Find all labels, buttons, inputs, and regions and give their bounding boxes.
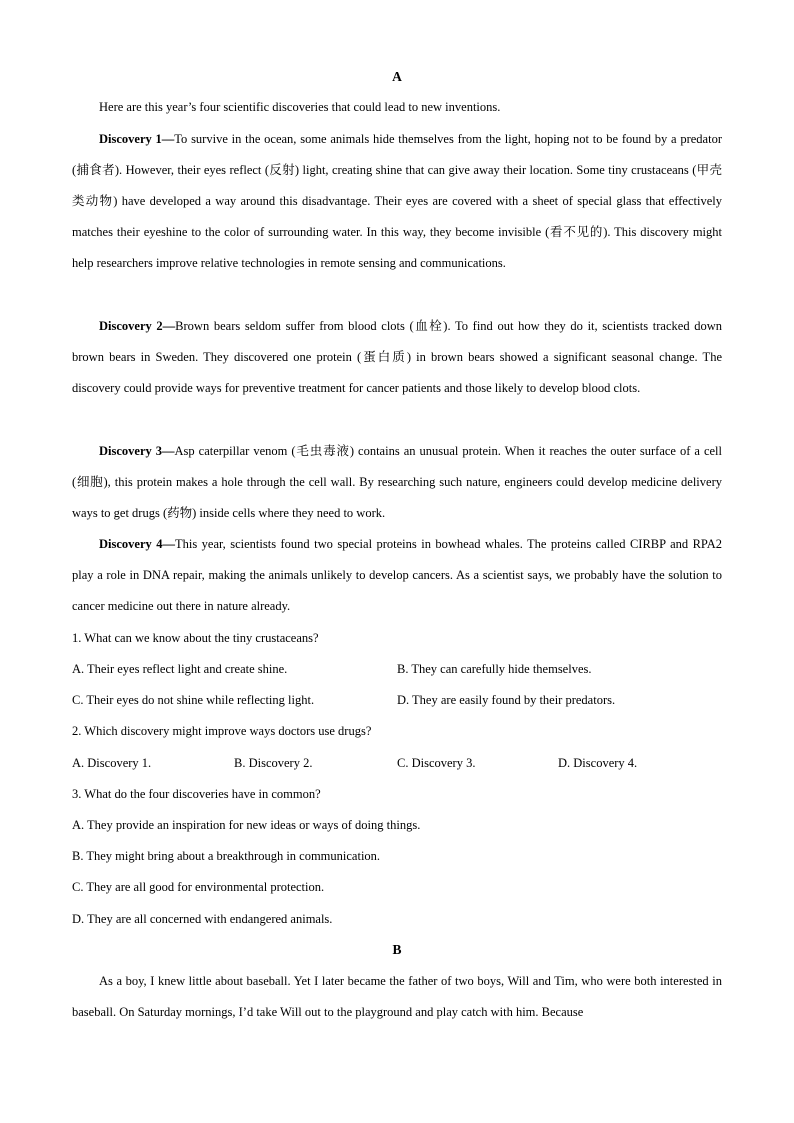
question-2-option-a: A. Discovery 1. [72,756,152,770]
question-1-option-b: B. They can carefully hide themselves. [397,662,592,676]
question-2-option-b: B. Discovery 2. [234,756,313,770]
discovery-2-text: Brown bears seldom suffer from blood clots (血栓). To find out how they do it, scientists tracked down brown bears in Sweden. They discovered one protein (蛋白质) in brown bears showed a significant seasonal change. The discovery could provide ways for preventive treatment for cancer patients and those likely to develop blood clots. [72,319,722,396]
section-b-heading: B [392,942,402,957]
discovery-3-label: Discovery 3 [99,444,163,458]
discovery-1-text: To survive in the ocean, some animals hide themselves from the light, hoping not to be found by a predator (捕食者). However, their eyes reflect (反射) light, creating shine that can give away their location. Some tiny crustaceans (甲壳类动物) have developed a way around this disadvantage. Their eyes are covered with a sheet of special glass that effectively matches their eyeshine to the color of surrounding water. In this way, they become invisible (看不见的). This discovery might help researchers improve relative technologies in remote sensing and communications. [72,132,722,271]
discovery-4-dash: — [162,537,175,551]
section-a-heading: A [392,69,402,84]
question-1-option-a: A. Their eyes reflect light and create shine. [72,662,288,676]
question-3-option-d: D. They are all concerned with endangered animals. [72,912,333,926]
question-3-stem: 3. What do the four discoveries have in common? [72,787,321,801]
question-3-option-c: C. They are all good for environmental protection. [72,880,325,894]
question-1-option-d: D. They are easily found by their predators. [397,693,616,707]
discovery-2-label: Discovery 2 [99,319,163,333]
discovery-1-dash: — [161,132,175,146]
discovery-1-paragraph [72,124,722,279]
section-b-intro: As a boy, I knew little about baseball. Yet I later became the father of two boys, Will and Tim, who were both interested in baseball. On Saturday mornings, I’d take Will out to the playground and play catch with him. Because [72,974,722,1020]
question-2-option-c: C. Discovery 3. [397,756,476,770]
discovery-4-paragraph [72,529,722,622]
discovery-4-text: This year, scientists found two special proteins in bowhead whales. The proteins called CIRBP and RPA2 play a role in DNA repair, making the animals unlikely to develop cancers. As a scientist says, we probably have the solution to cancer medicine out there in nature already. [72,537,722,614]
discovery-4-label: Discovery 4 [99,537,163,551]
discovery-3-paragraph [72,436,722,529]
discovery-2-paragraph [72,311,722,404]
discovery-1-label: Discovery 1 [99,132,162,146]
question-1-stem: 1. What can we know about the tiny crustaceans? [72,631,319,645]
discovery-3-text: Asp caterpillar venom (毛虫毒液) contains an unusual protein. When it reaches the outer surface of a cell (细胞), this protein makes a hole through the cell wall. By researching such nature, engineers could develop medicine delivery ways to get drugs (药物) inside cells where they need to work. [72,444,722,521]
question-2-stem: 2. Which discovery might improve ways doctors use drugs? [72,724,372,738]
question-2-option-d: D. Discovery 4. [558,756,638,770]
question-1-option-c: C. Their eyes do not shine while reflecting light. [72,693,315,707]
question-3-option-b: B. They might bring about a breakthrough in communication. [72,849,381,863]
discovery-3-dash: — [162,444,175,458]
discovery-2-dash: — [162,319,176,333]
section-a-intro: Here are this year’s four scientific discoveries that could lead to new inventions. [99,100,501,114]
question-3-option-a: A. They provide an inspiration for new ideas or ways of doing things. [72,818,421,832]
